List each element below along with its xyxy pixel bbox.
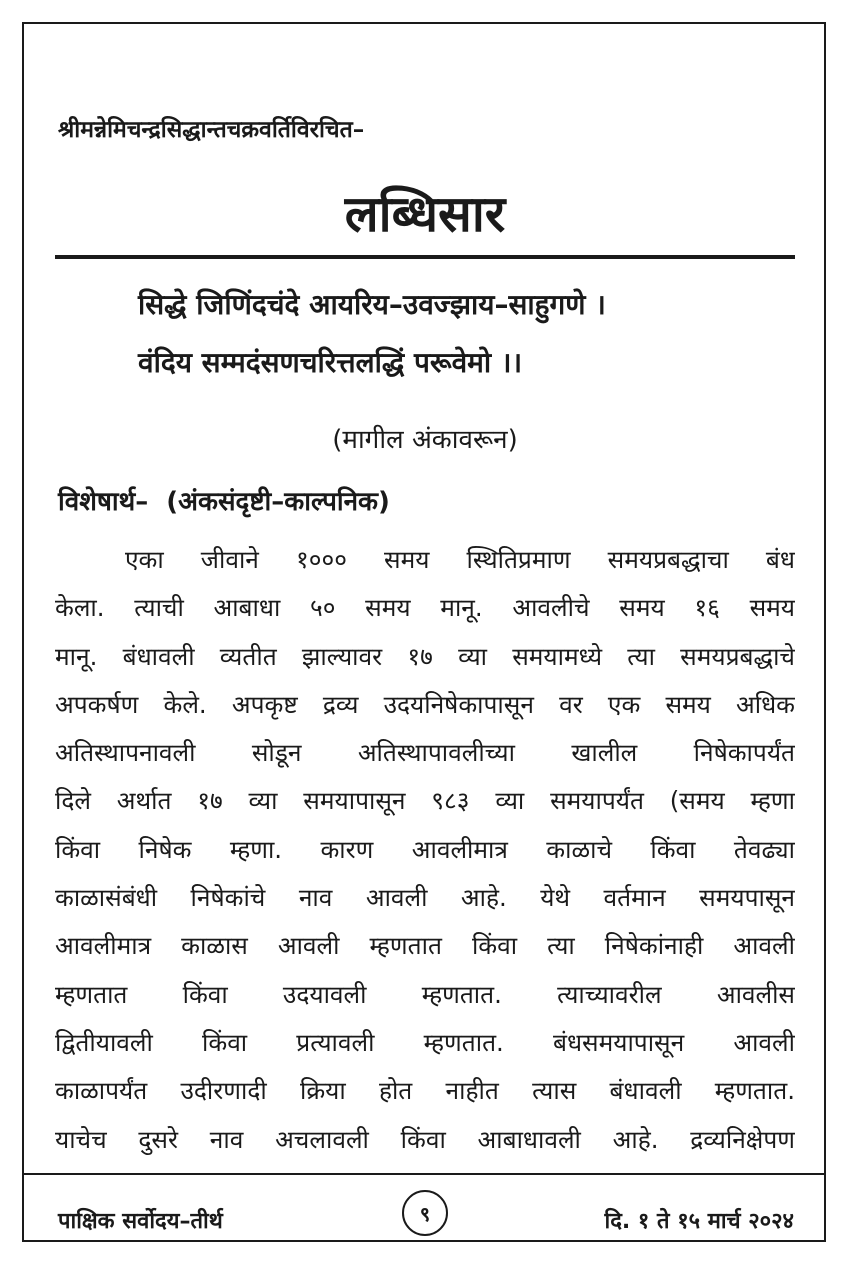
publication-name: पाक्षिक सर्वोदय–तीर्थ	[58, 1209, 223, 1234]
text-line: काळापर्यंत उदीरणादी क्रिया होत नाहीत त्यास बंधावली म्हणतात.	[55, 1076, 795, 1106]
text-line: द्वितीयावली किंवा प्रत्यावली म्हणतात. बंधसमयापासून आवली	[55, 1027, 795, 1057]
text-line: म्हणतात किंवा उदयावली म्हणतात. त्याच्यावरील आवलीस	[55, 979, 795, 1009]
section-heading	[58, 482, 390, 518]
verse-line-1: सिद्धे जिणिंदचंदे आयरिय–उवज्झाय–साहुगणे ।	[138, 288, 606, 321]
text-line: अतिस्थापनावली सोडून अतिस्थापावलीच्या खालील निषेकापर्यंत	[55, 738, 795, 768]
work-attribution: श्रीमन्नेमिचन्द्रसिद्धान्तचक्रवर्तिविरचित–	[58, 116, 365, 143]
text-line: केला. त्याची आबाधा ५० समय मानू. आवलीचे समय १६ समय	[55, 593, 795, 623]
text-line: मानू. बंधावली व्यतीत झाल्यावर १७ व्या समयामध्ये त्या समयप्रबद्धाचे	[55, 641, 795, 671]
text-line: आवलीमात्र काळास आवली म्हणतात किंवा त्या निषेकांनाही आवली	[55, 931, 795, 961]
page-number-badge	[402, 1190, 448, 1236]
page-title: लब्धिसार	[344, 184, 506, 243]
verse-line-2: वंदिय सम्मदंसणचरित्तलद्धिं परूवेमो ।।	[138, 346, 523, 379]
text-line: एका जीवाने १००० समय स्थितिप्रमाण समयप्रबद्धाचा बंध	[125, 545, 795, 574]
section-note: (अंकसंदृष्टी–काल्पनिक)	[166, 487, 390, 517]
issue-date: दि. १ ते १५ मार्च २०२४	[604, 1209, 794, 1234]
text-line: याचेच दुसरे नाव अचलावली किंवा आबाधावली आहे. द्रव्यनिक्षेपण	[55, 1124, 795, 1154]
body-paragraph	[55, 536, 795, 1164]
text-line: काळासंबंधी निषेकांचे नाव आवली आहे. येथे वर्तमान समयपासून	[55, 883, 795, 913]
text-line: दिले अर्थात १७ व्या समयापासून ९८३ व्या समयापर्यंत (समय म्हणा	[55, 786, 795, 816]
section-label: विशेषार्थ–	[58, 487, 149, 517]
text-line: किंवा निषेक म्हणा. कारण आवलीमात्र काळाचे किंवा तेवढ्या	[55, 834, 795, 864]
text-line: अपकर्षण केले. अपकृष्ट द्रव्य उदयनिषेकापासून वर एक समय अधिक	[55, 689, 795, 719]
page-number: ९	[419, 1201, 431, 1226]
footer-divider	[22, 1173, 826, 1175]
title-divider	[55, 255, 795, 259]
continued-note: (मागील अंकावरून)	[332, 425, 518, 455]
